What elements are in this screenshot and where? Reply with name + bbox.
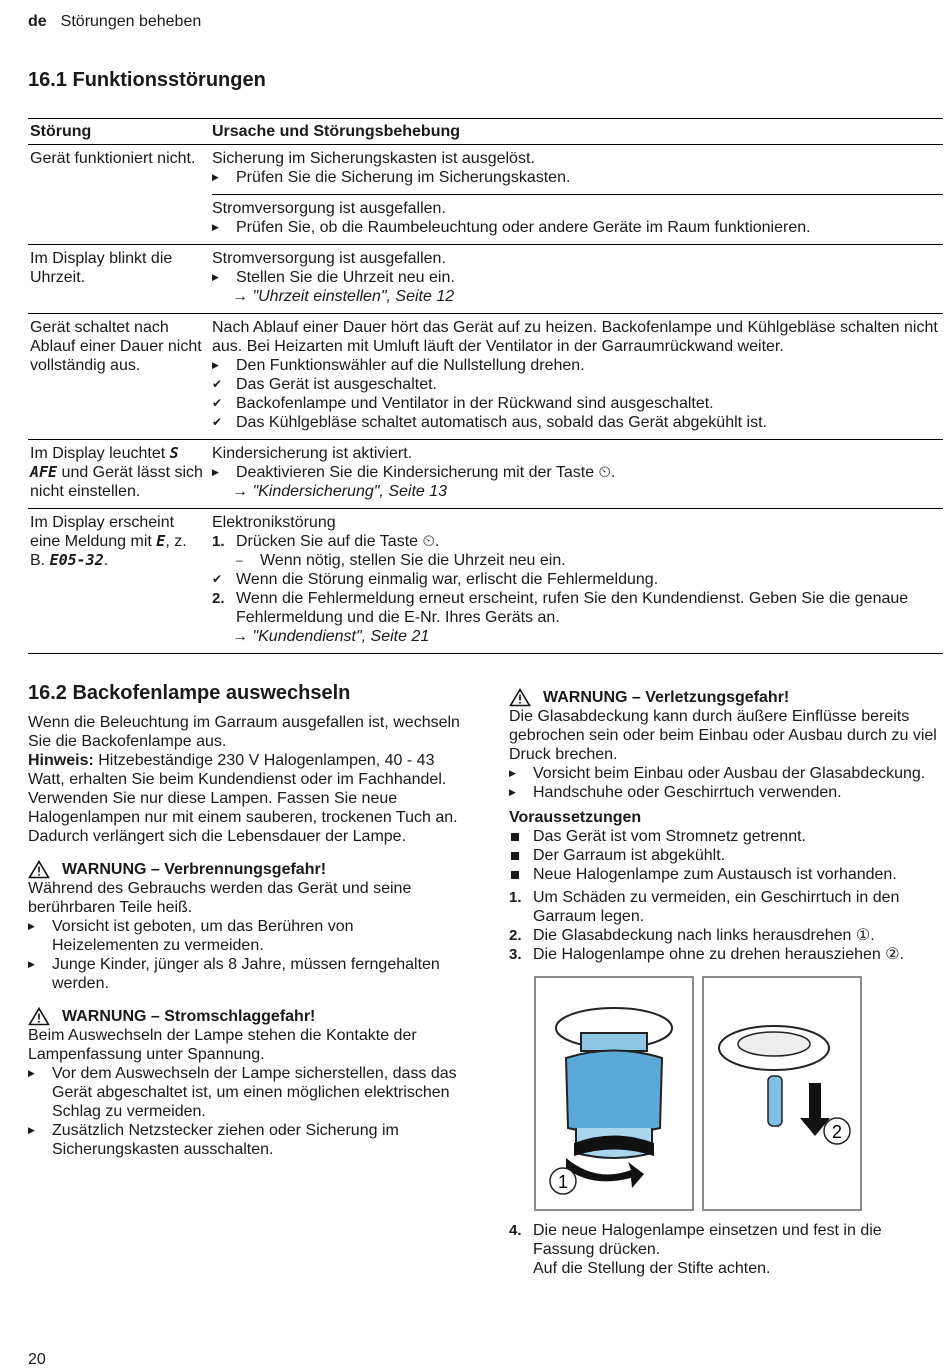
page-number: 20 [28, 1351, 46, 1368]
step-text: Um Schäden zu vermeiden, ein Geschirrtuch in den Garraum legen. [533, 889, 900, 925]
display-code: E [156, 532, 166, 550]
action-item [212, 268, 943, 287]
section-title-16-2: 16.2 Backofenlampe auswechseln [28, 682, 351, 704]
arrow-bullet-icon: ▶ [212, 222, 219, 232]
prerequisite-item [509, 846, 941, 865]
item-text: Stellen Sie die Uhrzeit neu ein. [236, 269, 455, 286]
col-header-problem: Störung [30, 123, 92, 140]
warning-box [509, 688, 941, 802]
cause-cell [212, 509, 943, 653]
cause-block [212, 440, 943, 508]
dash-icon: – [236, 553, 243, 567]
item-text: Das Kühlgebläse schaltet automatisch aus, sobald das Gerät abgekühlt ist. [236, 414, 767, 431]
problem-cell [28, 440, 212, 508]
step-number: 4. [509, 1222, 522, 1239]
display-code: S AFE [30, 444, 179, 481]
arrow-bullet-icon: ▶ [212, 360, 219, 370]
step-item [509, 945, 941, 964]
problem-cell [28, 245, 212, 313]
check-icon: ✔ [212, 415, 223, 429]
warning-text: Die Glasabdeckung kann durch äußere Einflüsse bereits gebrochen sein oder beim Einbau oder Ausbau durch zu viel Druck brechen. [509, 708, 937, 763]
note-text: Hitzebeständige 230 V Halogenlampen, 40 - 43 Watt, erhalten Sie beim Kundendienst oder im Fachhandel. Verwenden Sie nur diese Lampen. Fassen Sie neue Halogenlampen nur mit einem sauberen, trockenen Tuch an. Dadurch verlängert sich die Lebensdauer der Lampe. [28, 752, 458, 845]
cause-text: Sicherung im Sicherungskasten ist ausgelöst. [212, 150, 535, 167]
lamp-section-left [28, 681, 460, 1159]
num-item [212, 532, 943, 551]
arrow-bullet-icon: ▶ [212, 172, 219, 182]
cause-block [212, 194, 943, 244]
problem-cell [28, 314, 212, 439]
square-bullet-icon [511, 852, 519, 860]
warning-text: Beim Auswechseln der Lampe stehen die Kontakte der Lampenfassung unter Spannung. [28, 1027, 417, 1063]
figure-label-1: 1 [557, 1172, 569, 1192]
warning-triangle-icon [28, 860, 50, 879]
square-bullet-icon [511, 871, 519, 879]
problem-cell [28, 509, 212, 653]
cause-cell [212, 440, 943, 508]
table-row [28, 314, 943, 440]
problem-text: Im Display erscheint eine Meldung mit [30, 514, 175, 550]
item-text: Der Garraum ist abgekühlt. [533, 847, 726, 864]
warning-action-item [28, 1121, 460, 1159]
prereq-title: Voraussetzungen [509, 809, 642, 826]
arrow-bullet-icon: ▶ [28, 921, 35, 931]
note-label: Hinweis: [28, 752, 94, 769]
cross-reference: → "Kundendienst", Seite 21 [232, 628, 430, 645]
item-text: Zusätzlich Netzstecker ziehen oder Sicherung im Sicherungskasten ausschalten. [52, 1122, 399, 1158]
item-text: Deaktivieren Sie die Kindersicherung mit der Taste ⏲. [236, 464, 616, 481]
warning-text: Während des Gebrauchs werden das Gerät und seine berührbaren Teile heiß. [28, 880, 412, 916]
result-item [212, 394, 943, 413]
cause-block [212, 245, 943, 313]
step-number: 3. [509, 946, 522, 963]
cause-text: Stromversorgung ist ausgefallen. [212, 200, 446, 217]
cause-block [212, 314, 943, 439]
item-text: Vorsicht ist geboten, um das Berühren von Heizelementen zu vermeiden. [52, 918, 354, 954]
step-item [509, 926, 941, 945]
step-text: Die Glasabdeckung nach links herausdrehen ①. [533, 927, 875, 944]
result-item [212, 375, 943, 394]
item-text: Vor dem Auswechseln der Lampe sicherstellen, dass das Gerät abgeschaltet ist, um einen möglichen elektrischen Schlag zu vermeiden. [52, 1065, 457, 1120]
step-text: Die Halogenlampe ohne zu drehen herausziehen ②. [533, 946, 905, 963]
note [28, 751, 460, 846]
table-row [28, 145, 943, 245]
warning-box [28, 1007, 460, 1159]
warning-action-item [28, 955, 460, 993]
warning-title-text: WARNUNG – Verletzungsgefahr! [543, 689, 790, 706]
action-item [212, 356, 943, 375]
warning-title-text: WARNUNG – Stromschlaggefahr! [62, 1008, 316, 1025]
table-row [28, 440, 943, 509]
section-title-16-1: 16.1 Funktionsstörungen [28, 69, 266, 91]
action-item [212, 463, 943, 482]
step-note: Auf die Stellung der Stifte achten. [533, 1260, 771, 1277]
warning-action-item [509, 783, 941, 802]
illustrations [534, 976, 941, 1211]
cause-text: Stromversorgung ist ausgefallen. [212, 250, 446, 267]
item-text: Das Gerät ist vom Stromnetz getrennt. [533, 828, 806, 845]
warning-triangle-icon [28, 1007, 50, 1026]
step-text: Die neue Halogenlampe einsetzen und fest in die Fassung drücken. [533, 1222, 882, 1258]
language-label: de [28, 13, 47, 30]
step-number: 2. [212, 590, 225, 607]
warning-title [509, 688, 941, 707]
lamp-section-right [509, 688, 941, 1278]
warning-title [28, 860, 460, 879]
item-text: Den Funktionswähler auf die Nullstellung drehen. [236, 357, 585, 374]
cause-text: Nach Ablauf einer Dauer hört das Gerät auf zu heizen. Backofenlampe und Kühlgebläse schalten nicht aus. Bei Heizarten mit Umluft läuft der Ventilator in der Garraumrückwand weiter. [212, 319, 938, 355]
cause-block [212, 145, 943, 194]
cause-cell [212, 314, 943, 439]
col-header-cause: Ursache und Störungsbehebung [212, 123, 461, 140]
warning-box [28, 860, 460, 993]
problem-text: . [103, 552, 109, 569]
chapter-title: Störungen beheben [60, 13, 202, 30]
item-text: Neue Halogenlampe zum Austausch ist vorhanden. [533, 866, 897, 883]
check-icon: ✔ [212, 572, 223, 586]
step-number: 1. [212, 533, 225, 550]
arrow-bullet-icon: ▶ [509, 787, 516, 797]
problem-text: Im Display blinkt die Uhrzeit. [30, 250, 173, 286]
step-number: 2. [509, 927, 522, 944]
item-text: Drücken Sie auf die Taste ⏲. [236, 533, 440, 550]
warning-title-text: WARNUNG – Verbrennungsgefahr! [62, 861, 327, 878]
figure-label-2: 2 [831, 1122, 843, 1142]
sub-item [212, 551, 943, 570]
action-item [212, 218, 943, 237]
item-text: Wenn die Fehlermeldung erneut erscheint, rufen Sie den Kundendienst. Geben Sie die genaue Fehlermeldung und die E-Nr. Ihres Geräts an. [236, 590, 909, 626]
cause-block [212, 509, 943, 653]
table-row [28, 509, 943, 654]
arrow-bullet-icon: ▶ [212, 467, 219, 477]
num-item [212, 589, 943, 627]
cross-reference: → "Uhrzeit einstellen", Seite 12 [232, 288, 455, 305]
item-text: Wenn nötig, stellen Sie die Uhrzeit neu ein. [260, 552, 566, 569]
item-text: Prüfen Sie die Sicherung im Sicherungskasten. [236, 169, 571, 186]
table-row [28, 245, 943, 314]
cause-text: Elektronikstörung [212, 514, 336, 531]
arrow-bullet-icon: ▶ [28, 959, 35, 969]
arrow-bullet-icon: ▶ [28, 1068, 35, 1078]
cause-cell [212, 245, 943, 313]
problem-cell [28, 145, 212, 244]
item-text: Backofenlampe und Ventilator in der Rückwand sind ausgeschaltet. [236, 395, 714, 412]
warning-triangle-icon [509, 688, 531, 707]
step-item [509, 888, 941, 926]
result-item [212, 570, 943, 589]
item-text: Das Gerät ist ausgeschaltet. [236, 376, 437, 393]
item-text: Wenn die Störung einmalig war, erlischt die Fehlermeldung. [236, 571, 659, 588]
item-text: Handschuhe oder Geschirrtuch verwenden. [533, 784, 842, 801]
figure-unscrew-cover [534, 976, 694, 1211]
result-item [212, 413, 943, 432]
problem-text: Im Display leuchtet [30, 445, 170, 462]
problem-text: , z. B. [30, 533, 187, 569]
step-number: 1. [509, 889, 522, 906]
problem-text: und Gerät lässt sich nicht einstellen. [30, 464, 203, 500]
cause-text: Kindersicherung ist aktiviert. [212, 445, 413, 462]
table-header [28, 119, 943, 145]
action-item [212, 168, 943, 187]
intro-text: Wenn die Beleuchtung im Garraum ausgefallen ist, wechseln Sie die Backofenlampe aus. [28, 714, 460, 750]
arrow-bullet-icon: ▶ [28, 1125, 35, 1135]
problem-text: Gerät schaltet nach Ablauf einer Dauer nicht vollständig aus. [30, 319, 202, 374]
arrow-bullet-icon: ▶ [509, 768, 516, 778]
troubleshooting-table [28, 118, 943, 654]
item-text: Prüfen Sie, ob die Raumbeleuchtung oder andere Geräte im Raum funktionieren. [236, 219, 811, 236]
cause-cell [212, 145, 943, 244]
running-header [28, 12, 201, 31]
arrow-bullet-icon: ▶ [212, 272, 219, 282]
warning-action-item [28, 1064, 460, 1121]
check-icon: ✔ [212, 396, 223, 410]
problem-text: Gerät funktioniert nicht. [30, 150, 196, 167]
warning-action-item [509, 764, 941, 783]
prerequisite-item [509, 865, 941, 884]
cross-reference: → "Kindersicherung", Seite 13 [232, 483, 448, 500]
warning-action-item [28, 917, 460, 955]
square-bullet-icon [511, 833, 519, 841]
prerequisite-item [509, 827, 941, 846]
figure-pull-lamp [702, 976, 862, 1211]
display-code: E05-32 [49, 551, 104, 569]
step-4 [509, 1221, 941, 1278]
item-text: Vorsicht beim Einbau oder Ausbau der Glasabdeckung. [533, 765, 926, 782]
check-icon: ✔ [212, 377, 223, 391]
warning-title [28, 1007, 460, 1026]
item-text: Junge Kinder, jünger als 8 Jahre, müssen ferngehalten werden. [52, 956, 440, 992]
